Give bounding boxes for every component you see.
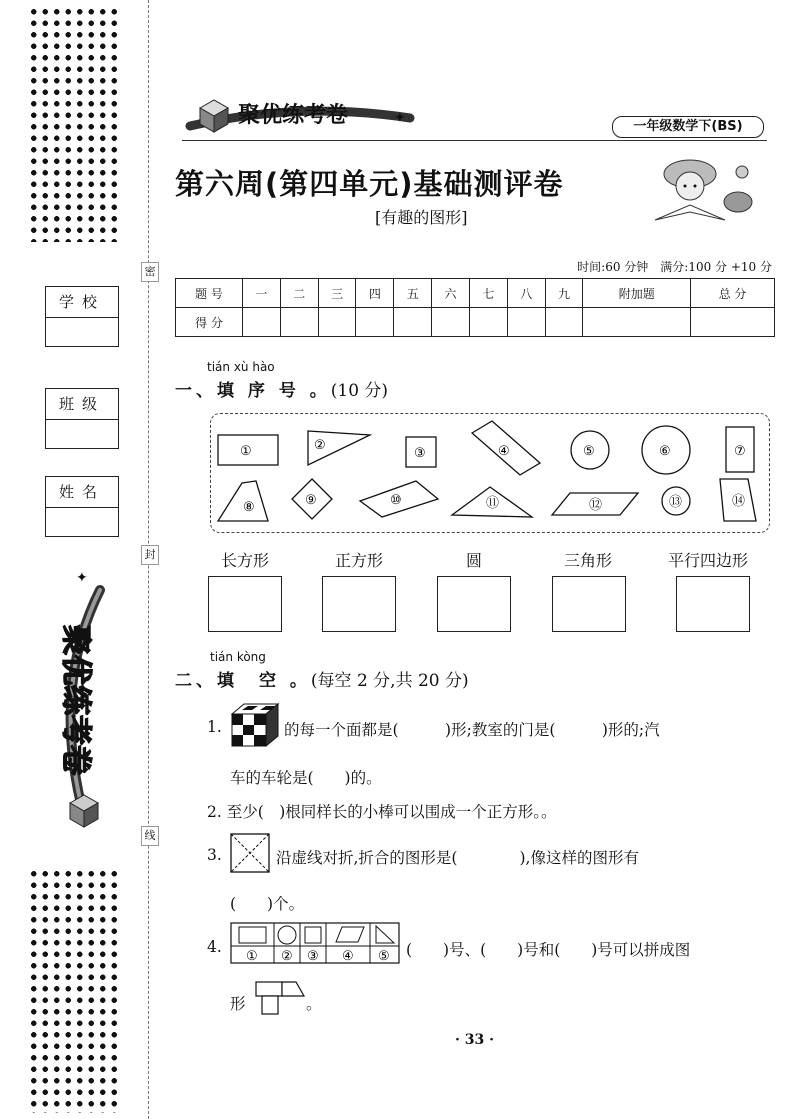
shape-label: ⑥ bbox=[659, 444, 671, 459]
shape-label: ⑬ bbox=[669, 495, 683, 510]
table-cell: 一 bbox=[243, 279, 281, 308]
table-cell: 四 bbox=[356, 279, 394, 308]
score-cell[interactable] bbox=[394, 308, 432, 337]
school-field[interactable] bbox=[45, 286, 119, 347]
section2-title: 二、填 空 。 bbox=[175, 671, 311, 691]
piece-label: ④ bbox=[342, 949, 354, 964]
shape-label: ⑫ bbox=[589, 498, 603, 513]
section1-pinyin: tián xù hào bbox=[207, 360, 275, 374]
score-cell[interactable] bbox=[507, 308, 545, 337]
section1-heading bbox=[175, 376, 388, 401]
rubiks-cube-icon bbox=[228, 702, 280, 748]
shape-label: ⑧ bbox=[243, 500, 255, 515]
score-cell[interactable] bbox=[469, 308, 507, 337]
category-square: 正方形 bbox=[334, 551, 383, 570]
name-label: 姓名 bbox=[46, 477, 118, 508]
piece-label: ② bbox=[281, 949, 293, 964]
question-3-number: 3. bbox=[207, 846, 222, 864]
table-cell: 六 bbox=[432, 279, 470, 308]
table-cell: 总 分 bbox=[691, 279, 775, 308]
table-cell: 五 bbox=[394, 279, 432, 308]
score-table bbox=[175, 278, 775, 337]
svg-text:✦: ✦ bbox=[394, 110, 406, 126]
section1-points: (10 分) bbox=[330, 381, 389, 401]
answer-box-circle[interactable] bbox=[437, 576, 511, 632]
vertical-brand-logo bbox=[30, 570, 126, 840]
shapes-panel bbox=[210, 413, 770, 533]
shape-label: ① bbox=[240, 444, 252, 459]
seal-char-xian: 线 bbox=[141, 826, 159, 846]
answer-box-triangle[interactable] bbox=[552, 576, 626, 632]
score-cell[interactable] bbox=[545, 308, 583, 337]
score-cell[interactable] bbox=[432, 308, 470, 337]
shape-label: ⑦ bbox=[734, 444, 746, 459]
score-cell[interactable] bbox=[280, 308, 318, 337]
score-cell[interactable] bbox=[243, 308, 281, 337]
shape-label: ⑤ bbox=[583, 444, 595, 459]
piece-label: ③ bbox=[307, 949, 319, 964]
dot-pattern-bottom bbox=[28, 868, 120, 1113]
piece-label: ⑤ bbox=[378, 949, 390, 964]
shape-label: ④ bbox=[498, 444, 510, 459]
question-1-text-cont: 车的车轮是( )的。 bbox=[230, 769, 382, 787]
question-4-number: 4. bbox=[207, 938, 222, 956]
table-cell: 七 bbox=[469, 279, 507, 308]
answer-box-square[interactable] bbox=[322, 576, 396, 632]
category-triangle: 三角形 bbox=[563, 551, 612, 570]
shape-label: ③ bbox=[414, 446, 426, 461]
girl-reading-illustration bbox=[650, 150, 760, 230]
page-number: · 33 · bbox=[455, 1032, 494, 1048]
question-3-text: 沿虚线对折,折合的图形是( ),像这样的图形有 bbox=[276, 849, 639, 867]
category-rectangle: 长方形 bbox=[220, 551, 269, 570]
school-input[interactable] bbox=[46, 318, 118, 346]
question-3-text-cont: ( )个。 bbox=[230, 895, 305, 913]
question-4-text-cont-a: 形 bbox=[230, 995, 246, 1013]
dot-pattern-top bbox=[28, 6, 120, 242]
class-label: 班级 bbox=[46, 389, 118, 420]
score-cell[interactable] bbox=[356, 308, 394, 337]
score-cell[interactable] bbox=[691, 308, 775, 337]
class-field[interactable] bbox=[45, 388, 119, 449]
header-rule bbox=[182, 140, 767, 141]
table-cell: 题 号 bbox=[176, 279, 243, 308]
piece-label: ① bbox=[246, 949, 258, 964]
table-cell: 得 分 bbox=[176, 308, 243, 337]
answer-box-parallelogram[interactable] bbox=[676, 576, 750, 632]
seal-char-mi: 密 bbox=[141, 262, 159, 282]
table-row bbox=[176, 279, 775, 308]
question-1-number: 1. bbox=[207, 718, 222, 736]
folded-square-icon bbox=[230, 833, 270, 873]
school-label: 学校 bbox=[46, 287, 118, 318]
question-1-text: 的每一个面都是( )形;教室的门是( )形的;汽 bbox=[284, 721, 660, 739]
table-cell: 附加题 bbox=[583, 279, 691, 308]
brand-logo bbox=[180, 96, 600, 138]
class-input[interactable] bbox=[46, 420, 118, 448]
name-field[interactable] bbox=[45, 476, 119, 537]
score-cell[interactable] bbox=[583, 308, 691, 337]
shape-label: ⑨ bbox=[305, 493, 317, 508]
page-subtitle: [有趣的图形] bbox=[375, 208, 468, 227]
score-cell[interactable] bbox=[318, 308, 356, 337]
composite-shape-icon bbox=[254, 980, 306, 1016]
category-parallelogram: 平行四边形 bbox=[667, 551, 748, 570]
brand-text: 聚优练考卷 bbox=[238, 103, 349, 128]
cube-icon bbox=[70, 795, 98, 827]
question-2: 2. 至少( )根同样长的小棒可以围成一个正方形。。 bbox=[207, 803, 557, 821]
section2-points: (每空 2 分,共 20 分) bbox=[310, 671, 469, 691]
table-cell: 八 bbox=[507, 279, 545, 308]
section2-pinyin: tián kòng bbox=[210, 650, 266, 664]
vertical-brand-text: 聚优练考卷 bbox=[58, 625, 93, 775]
shape-pieces-strip bbox=[230, 922, 400, 964]
shape-label: ⑩ bbox=[390, 493, 402, 508]
name-input[interactable] bbox=[46, 508, 118, 536]
seal-char-feng: 封 bbox=[141, 545, 159, 565]
table-cell: 三 bbox=[318, 279, 356, 308]
shape-label: ⑭ bbox=[732, 494, 746, 509]
grade-badge: 一年级数学下(BS) bbox=[612, 116, 764, 138]
shape-label: ② bbox=[314, 438, 326, 453]
question-4-text-cont-b: 。 bbox=[306, 995, 322, 1013]
question-4-text: ( )号、( )号和( )号可以拼成图 bbox=[406, 941, 691, 959]
table-row bbox=[176, 308, 775, 337]
table-cell: 二 bbox=[280, 279, 318, 308]
shape-label: ⑪ bbox=[486, 496, 500, 511]
section2-heading bbox=[175, 666, 469, 691]
section1-title: 一、填 序 号 。 bbox=[175, 381, 331, 401]
category-circle: 圆 bbox=[465, 551, 482, 570]
table-cell: 九 bbox=[545, 279, 583, 308]
page-title: 第六周(第四单元)基础测评卷 bbox=[175, 167, 564, 201]
svg-text:✦: ✦ bbox=[76, 570, 88, 586]
answer-box-rectangle[interactable] bbox=[208, 576, 282, 632]
time-info: 时间:60 分钟 满分:100 分 +10 分 bbox=[577, 260, 772, 274]
